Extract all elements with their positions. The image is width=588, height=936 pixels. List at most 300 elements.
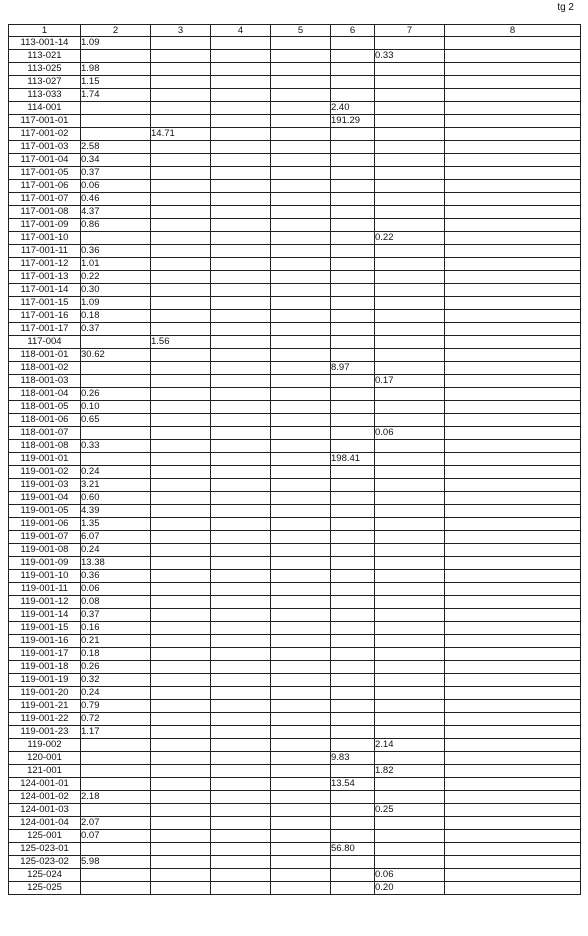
value-cell-col6 xyxy=(331,154,375,167)
value-cell-col8 xyxy=(445,466,581,479)
value-cell-col6 xyxy=(331,726,375,739)
value-cell-col6 xyxy=(331,882,375,895)
header-row xyxy=(9,25,581,37)
table-row xyxy=(9,440,581,453)
value-cell-col7 xyxy=(375,154,445,167)
value-cell-col6 xyxy=(331,193,375,206)
value-cell-col6 xyxy=(331,687,375,700)
value-cell-col7 xyxy=(375,206,445,219)
value-cell-col2 xyxy=(81,778,151,791)
value-cell-col5 xyxy=(271,128,331,141)
value-cell-col6 xyxy=(331,557,375,570)
page-label: tg 2 xyxy=(557,2,574,13)
row-code-cell: 119-001-06 xyxy=(9,518,81,531)
value-cell-col5 xyxy=(271,37,331,50)
row-code-cell: 125-023-01 xyxy=(9,843,81,856)
value-cell-col6 xyxy=(331,713,375,726)
value-cell-col6 xyxy=(331,128,375,141)
value-cell-col2 xyxy=(81,752,151,765)
value-cell-col5 xyxy=(271,193,331,206)
value-cell-col3 xyxy=(151,349,211,362)
value-cell-col6: 8.97 xyxy=(331,362,375,375)
value-cell-col5 xyxy=(271,180,331,193)
value-cell-col3 xyxy=(151,557,211,570)
value-cell-col4 xyxy=(211,193,271,206)
value-cell-col6 xyxy=(331,791,375,804)
value-cell-col5 xyxy=(271,596,331,609)
value-cell-col2: 4.37 xyxy=(81,206,151,219)
table-row xyxy=(9,557,581,570)
row-code-cell: 118-001-08 xyxy=(9,440,81,453)
table-row xyxy=(9,271,581,284)
value-cell-col8 xyxy=(445,401,581,414)
value-cell-col8 xyxy=(445,570,581,583)
table-row xyxy=(9,453,581,466)
value-cell-col6 xyxy=(331,167,375,180)
value-cell-col4 xyxy=(211,648,271,661)
value-cell-col2: 0.79 xyxy=(81,700,151,713)
value-cell-col2: 0.36 xyxy=(81,570,151,583)
value-cell-col4 xyxy=(211,492,271,505)
value-cell-col3 xyxy=(151,63,211,76)
value-cell-col8 xyxy=(445,232,581,245)
row-code-cell: 118-001-01 xyxy=(9,349,81,362)
value-cell-col7: 0.06 xyxy=(375,869,445,882)
value-cell-col6: 13.54 xyxy=(331,778,375,791)
row-code-cell: 119-001-23 xyxy=(9,726,81,739)
value-cell-col2: 0.36 xyxy=(81,245,151,258)
value-cell-col7 xyxy=(375,609,445,622)
value-cell-col8 xyxy=(445,310,581,323)
column-header: 5 xyxy=(271,25,331,37)
value-cell-col6 xyxy=(331,700,375,713)
value-cell-col4 xyxy=(211,479,271,492)
value-cell-col2 xyxy=(81,362,151,375)
value-cell-col2: 13.38 xyxy=(81,557,151,570)
value-cell-col4 xyxy=(211,50,271,63)
value-cell-col7 xyxy=(375,310,445,323)
value-cell-col3 xyxy=(151,167,211,180)
value-cell-col4 xyxy=(211,830,271,843)
value-cell-col2: 0.34 xyxy=(81,154,151,167)
table-row xyxy=(9,882,581,895)
table-row xyxy=(9,427,581,440)
table-row xyxy=(9,115,581,128)
value-cell-col8 xyxy=(445,765,581,778)
value-cell-col8 xyxy=(445,37,581,50)
value-cell-col6 xyxy=(331,856,375,869)
value-cell-col8 xyxy=(445,622,581,635)
value-cell-col8 xyxy=(445,323,581,336)
row-code-cell: 113-025 xyxy=(9,63,81,76)
value-cell-col5 xyxy=(271,648,331,661)
row-code-cell: 114-001 xyxy=(9,102,81,115)
row-code-cell: 125-001 xyxy=(9,830,81,843)
value-cell-col6 xyxy=(331,492,375,505)
value-cell-col7 xyxy=(375,63,445,76)
value-cell-col4 xyxy=(211,427,271,440)
value-cell-col5 xyxy=(271,609,331,622)
row-code-cell: 119-002 xyxy=(9,739,81,752)
column-header: 8 xyxy=(445,25,581,37)
value-cell-col3 xyxy=(151,89,211,102)
value-cell-col7 xyxy=(375,544,445,557)
value-cell-col8 xyxy=(445,388,581,401)
table-row xyxy=(9,700,581,713)
value-cell-col5 xyxy=(271,466,331,479)
value-cell-col4 xyxy=(211,297,271,310)
value-cell-col4 xyxy=(211,154,271,167)
table-row xyxy=(9,635,581,648)
row-code-cell: 119-001-12 xyxy=(9,596,81,609)
value-cell-col5 xyxy=(271,89,331,102)
value-cell-col7 xyxy=(375,401,445,414)
value-cell-col7 xyxy=(375,518,445,531)
value-cell-col7 xyxy=(375,193,445,206)
value-cell-col4 xyxy=(211,414,271,427)
value-cell-col7: 0.20 xyxy=(375,882,445,895)
table-row xyxy=(9,804,581,817)
value-cell-col4 xyxy=(211,544,271,557)
value-cell-col6 xyxy=(331,232,375,245)
value-cell-col7 xyxy=(375,219,445,232)
value-cell-col2 xyxy=(81,50,151,63)
value-cell-col2: 0.18 xyxy=(81,310,151,323)
value-cell-col5 xyxy=(271,765,331,778)
value-cell-col5 xyxy=(271,102,331,115)
row-code-cell: 119-001-07 xyxy=(9,531,81,544)
value-cell-col8 xyxy=(445,557,581,570)
value-cell-col8 xyxy=(445,284,581,297)
value-cell-col5 xyxy=(271,336,331,349)
value-cell-col6: 9.83 xyxy=(331,752,375,765)
value-cell-col5 xyxy=(271,440,331,453)
row-code-cell: 117-001-15 xyxy=(9,297,81,310)
value-cell-col4 xyxy=(211,141,271,154)
value-cell-col2: 0.60 xyxy=(81,492,151,505)
row-code-cell: 119-001-17 xyxy=(9,648,81,661)
value-cell-col7 xyxy=(375,700,445,713)
value-cell-col7 xyxy=(375,596,445,609)
value-cell-col5 xyxy=(271,791,331,804)
value-cell-col7: 1.82 xyxy=(375,765,445,778)
value-cell-col4 xyxy=(211,752,271,765)
value-cell-col3 xyxy=(151,76,211,89)
value-cell-col6 xyxy=(331,37,375,50)
value-cell-col3 xyxy=(151,362,211,375)
table-row xyxy=(9,323,581,336)
value-cell-col8 xyxy=(445,102,581,115)
value-cell-col2 xyxy=(81,804,151,817)
table-body xyxy=(9,37,581,895)
row-code-cell: 124-001-02 xyxy=(9,791,81,804)
value-cell-col8 xyxy=(445,297,581,310)
value-cell-col7: 0.25 xyxy=(375,804,445,817)
value-cell-col6 xyxy=(331,63,375,76)
value-cell-col6 xyxy=(331,414,375,427)
table-row xyxy=(9,843,581,856)
value-cell-col5 xyxy=(271,453,331,466)
value-cell-col7 xyxy=(375,648,445,661)
value-cell-col5 xyxy=(271,388,331,401)
row-code-cell: 113-033 xyxy=(9,89,81,102)
row-code-cell: 117-001-10 xyxy=(9,232,81,245)
value-cell-col7 xyxy=(375,622,445,635)
data-table xyxy=(8,24,581,895)
value-cell-col2: 1.35 xyxy=(81,518,151,531)
value-cell-col7 xyxy=(375,76,445,89)
row-code-cell: 121-001 xyxy=(9,765,81,778)
table-row xyxy=(9,713,581,726)
value-cell-col2 xyxy=(81,102,151,115)
value-cell-col2: 0.06 xyxy=(81,583,151,596)
value-cell-col6 xyxy=(331,648,375,661)
column-header: 6 xyxy=(331,25,375,37)
table-row xyxy=(9,817,581,830)
column-header: 1 xyxy=(9,25,81,37)
value-cell-col3 xyxy=(151,115,211,128)
row-code-cell: 118-001-06 xyxy=(9,414,81,427)
value-cell-col3: 14.71 xyxy=(151,128,211,141)
value-cell-col2: 0.30 xyxy=(81,284,151,297)
value-cell-col4 xyxy=(211,739,271,752)
value-cell-col8 xyxy=(445,167,581,180)
row-code-cell: 117-001-01 xyxy=(9,115,81,128)
value-cell-col2: 0.10 xyxy=(81,401,151,414)
value-cell-col8 xyxy=(445,271,581,284)
value-cell-col8 xyxy=(445,115,581,128)
value-cell-col2: 0.86 xyxy=(81,219,151,232)
table-row xyxy=(9,193,581,206)
table-row xyxy=(9,492,581,505)
value-cell-col7 xyxy=(375,583,445,596)
row-code-cell: 119-001-02 xyxy=(9,466,81,479)
value-cell-col6 xyxy=(331,609,375,622)
table-row xyxy=(9,648,581,661)
value-cell-col2: 0.33 xyxy=(81,440,151,453)
value-cell-col7 xyxy=(375,817,445,830)
value-cell-col4 xyxy=(211,167,271,180)
value-cell-col4 xyxy=(211,349,271,362)
value-cell-col8 xyxy=(445,882,581,895)
value-cell-col8 xyxy=(445,50,581,63)
value-cell-col7 xyxy=(375,349,445,362)
value-cell-col6 xyxy=(331,284,375,297)
value-cell-col8 xyxy=(445,479,581,492)
value-cell-col2 xyxy=(81,427,151,440)
value-cell-col2: 1.74 xyxy=(81,89,151,102)
row-code-cell: 118-001-03 xyxy=(9,375,81,388)
table-row xyxy=(9,388,581,401)
row-code-cell: 117-001-14 xyxy=(9,284,81,297)
row-code-cell: 117-001-02 xyxy=(9,128,81,141)
table-row xyxy=(9,141,581,154)
row-code-cell: 113-001-14 xyxy=(9,37,81,50)
value-cell-col8 xyxy=(445,596,581,609)
value-cell-col3 xyxy=(151,869,211,882)
value-cell-col8 xyxy=(445,739,581,752)
value-cell-col8 xyxy=(445,128,581,141)
value-cell-col7 xyxy=(375,180,445,193)
value-cell-col6 xyxy=(331,674,375,687)
value-cell-col2: 1.09 xyxy=(81,297,151,310)
value-cell-col7 xyxy=(375,245,445,258)
value-cell-col3 xyxy=(151,258,211,271)
row-code-cell: 117-001-06 xyxy=(9,180,81,193)
value-cell-col3 xyxy=(151,479,211,492)
table-row xyxy=(9,830,581,843)
value-cell-col8 xyxy=(445,492,581,505)
value-cell-col8 xyxy=(445,453,581,466)
value-cell-col2: 0.22 xyxy=(81,271,151,284)
value-cell-col8 xyxy=(445,817,581,830)
row-code-cell: 119-001-09 xyxy=(9,557,81,570)
value-cell-col2: 0.32 xyxy=(81,674,151,687)
row-code-cell: 117-001-13 xyxy=(9,271,81,284)
row-code-cell: 119-001-08 xyxy=(9,544,81,557)
value-cell-col5 xyxy=(271,557,331,570)
table-row xyxy=(9,479,581,492)
value-cell-col7 xyxy=(375,336,445,349)
row-code-cell: 117-001-07 xyxy=(9,193,81,206)
row-code-cell: 113-021 xyxy=(9,50,81,63)
value-cell-col7 xyxy=(375,466,445,479)
value-cell-col6 xyxy=(331,375,375,388)
value-cell-col2: 1.09 xyxy=(81,37,151,50)
value-cell-col8 xyxy=(445,154,581,167)
value-cell-col8 xyxy=(445,245,581,258)
value-cell-col5 xyxy=(271,284,331,297)
row-code-cell: 125-024 xyxy=(9,869,81,882)
value-cell-col6 xyxy=(331,544,375,557)
table-row xyxy=(9,765,581,778)
value-cell-col5 xyxy=(271,583,331,596)
value-cell-col8 xyxy=(445,791,581,804)
value-cell-col4 xyxy=(211,531,271,544)
value-cell-col8 xyxy=(445,440,581,453)
value-cell-col2: 0.24 xyxy=(81,687,151,700)
table-row xyxy=(9,297,581,310)
value-cell-col6 xyxy=(331,804,375,817)
value-cell-col6 xyxy=(331,518,375,531)
value-cell-col5 xyxy=(271,518,331,531)
column-header: 2 xyxy=(81,25,151,37)
value-cell-col4 xyxy=(211,505,271,518)
value-cell-col6: 56.80 xyxy=(331,843,375,856)
table-row xyxy=(9,687,581,700)
value-cell-col7 xyxy=(375,297,445,310)
value-cell-col5 xyxy=(271,661,331,674)
value-cell-col4 xyxy=(211,115,271,128)
value-cell-col2: 3.21 xyxy=(81,479,151,492)
row-code-cell: 124-001-04 xyxy=(9,817,81,830)
row-code-cell: 119-001-18 xyxy=(9,661,81,674)
value-cell-col2: 0.65 xyxy=(81,414,151,427)
value-cell-col7 xyxy=(375,271,445,284)
value-cell-col6: 191.29 xyxy=(331,115,375,128)
value-cell-col4 xyxy=(211,128,271,141)
value-cell-col8 xyxy=(445,726,581,739)
value-cell-col3 xyxy=(151,297,211,310)
value-cell-col4 xyxy=(211,440,271,453)
value-cell-col4 xyxy=(211,635,271,648)
table-row xyxy=(9,791,581,804)
value-cell-col5 xyxy=(271,830,331,843)
value-cell-col5 xyxy=(271,505,331,518)
value-cell-col3 xyxy=(151,219,211,232)
value-cell-col4 xyxy=(211,570,271,583)
value-cell-col7 xyxy=(375,479,445,492)
value-cell-col2 xyxy=(81,115,151,128)
table-row xyxy=(9,258,581,271)
value-cell-col7 xyxy=(375,505,445,518)
row-code-cell: 119-001-03 xyxy=(9,479,81,492)
value-cell-col2: 5.98 xyxy=(81,856,151,869)
row-code-cell: 117-001-05 xyxy=(9,167,81,180)
value-cell-col8 xyxy=(445,505,581,518)
value-cell-col5 xyxy=(271,544,331,557)
value-cell-col2: 4.39 xyxy=(81,505,151,518)
value-cell-col2: 0.18 xyxy=(81,648,151,661)
value-cell-col7 xyxy=(375,635,445,648)
value-cell-col3 xyxy=(151,674,211,687)
value-cell-col5 xyxy=(271,570,331,583)
value-cell-col6 xyxy=(331,661,375,674)
table-row xyxy=(9,219,581,232)
value-cell-col6 xyxy=(331,180,375,193)
value-cell-col6 xyxy=(331,505,375,518)
value-cell-col3 xyxy=(151,310,211,323)
row-code-cell: 117-001-16 xyxy=(9,310,81,323)
value-cell-col5 xyxy=(271,687,331,700)
value-cell-col2 xyxy=(81,232,151,245)
value-cell-col8 xyxy=(445,778,581,791)
value-cell-col5 xyxy=(271,297,331,310)
value-cell-col7: 2.14 xyxy=(375,739,445,752)
row-code-cell: 119-001-16 xyxy=(9,635,81,648)
value-cell-col7: 0.17 xyxy=(375,375,445,388)
value-cell-col3 xyxy=(151,752,211,765)
value-cell-col2: 6.07 xyxy=(81,531,151,544)
table-row xyxy=(9,284,581,297)
value-cell-col2 xyxy=(81,375,151,388)
row-code-cell: 124-001-03 xyxy=(9,804,81,817)
value-cell-col4 xyxy=(211,310,271,323)
value-cell-col4 xyxy=(211,856,271,869)
value-cell-col3 xyxy=(151,284,211,297)
value-cell-col5 xyxy=(271,310,331,323)
value-cell-col2: 0.26 xyxy=(81,661,151,674)
value-cell-col4 xyxy=(211,700,271,713)
value-cell-col5 xyxy=(271,206,331,219)
row-code-cell: 119-001-10 xyxy=(9,570,81,583)
table-row xyxy=(9,778,581,791)
value-cell-col5 xyxy=(271,492,331,505)
value-cell-col6 xyxy=(331,349,375,362)
value-cell-col8 xyxy=(445,63,581,76)
row-code-cell: 117-001-03 xyxy=(9,141,81,154)
row-code-cell: 117-001-09 xyxy=(9,219,81,232)
value-cell-col2: 0.72 xyxy=(81,713,151,726)
value-cell-col6 xyxy=(331,245,375,258)
value-cell-col5 xyxy=(271,713,331,726)
value-cell-col5 xyxy=(271,700,331,713)
row-code-cell: 117-001-08 xyxy=(9,206,81,219)
row-code-cell: 119-001-01 xyxy=(9,453,81,466)
value-cell-col4 xyxy=(211,375,271,388)
value-cell-col8 xyxy=(445,76,581,89)
value-cell-col6 xyxy=(331,479,375,492)
